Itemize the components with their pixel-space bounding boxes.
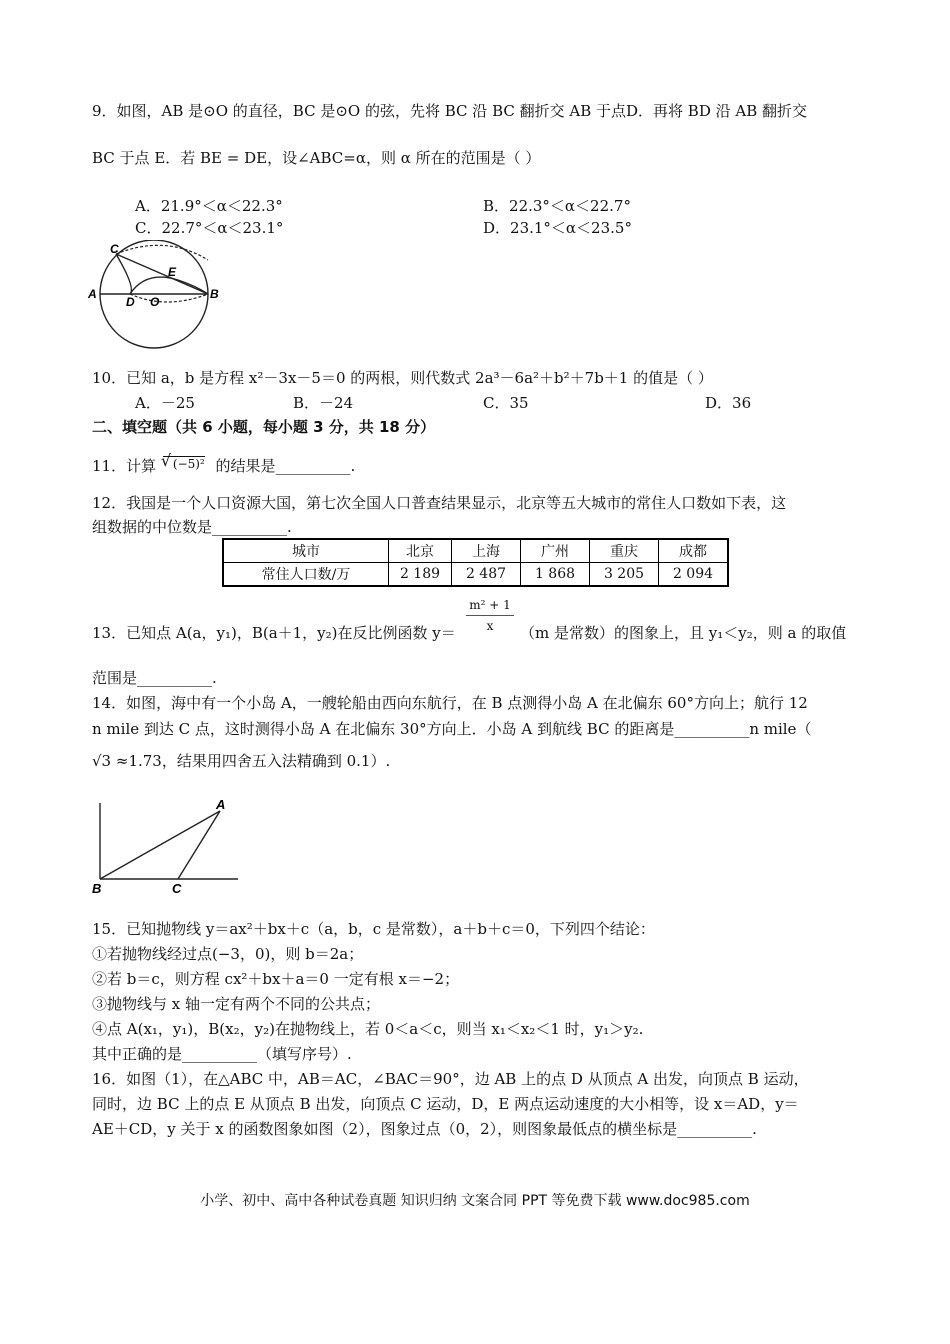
q10-option-c: C．35 — [483, 394, 529, 412]
table-header-cell: 重庆 — [590, 539, 659, 563]
q14-label-a: A — [216, 797, 226, 812]
table-row — [223, 539, 728, 563]
table-header-cell: 成都 — [659, 539, 729, 563]
q12-line2: 组数据的中位数是__________. — [92, 518, 292, 536]
q9-label-c: C — [110, 242, 119, 256]
q11-prefix: 11．计算 — [92, 457, 157, 475]
section-2-heading: 二、填空题（共 6 小题，每小题 3 分，共 18 分） — [92, 418, 436, 436]
table-header-cell: 城市 — [223, 539, 389, 563]
q9-option-c: C．22.7°＜α＜23.1° — [135, 219, 284, 237]
q16-line2: 同时，边 BC 上的点 E 从顶点 B 出发，向顶点 C 运动，D，E 两点运动速度的大小相等，设 x＝AD，y＝ — [92, 1095, 799, 1113]
q15-line2: ①若抛物线经过点(−3，0)，则 b＝2a； — [92, 945, 364, 963]
q9-label-e: E — [168, 265, 177, 279]
q13-numerator: m² + 1 — [469, 598, 511, 612]
q14-line2: n mile 到达 C 点，这时测得小岛 A 在北偏东 30°方向上．小岛 A 到航线 BC 的距离是__________n mile（ — [92, 720, 812, 738]
q9-label-d: D — [126, 295, 135, 309]
q13-line2: 范围是__________. — [92, 669, 217, 687]
q9-option-d: D．23.1°＜α＜23.5° — [483, 219, 632, 237]
q14-label-c: C — [172, 881, 182, 895]
q13-line1a: 13．已知点 A(a，y₁)，B(a＋1，y₂)在反比例函数 y＝ — [92, 624, 456, 642]
q9-circle-figure — [86, 240, 226, 350]
table-header-cell: 北京 — [389, 539, 452, 563]
q13-denominator: x — [486, 619, 494, 633]
q13-line1b: （m 是常数）的图象上，且 y₁＜y₂，则 a 的取值 — [520, 624, 847, 642]
q10-text: 10．已知 a，b 是方程 x²－3x－5＝0 的两根，则代数式 2a³－6a²＋b²＋7b＋1 的值是（ ） — [92, 369, 713, 387]
q11-text — [92, 451, 356, 477]
q13-fraction — [466, 597, 514, 634]
table-header-cell: 上海 — [452, 539, 521, 563]
table-cell: 3 205 — [590, 563, 659, 587]
population-table — [222, 538, 729, 587]
page-footer: 小学、初中、高中各种试卷真题 知识归纳 文案合同 PPT 等免费下载 www.doc985.com — [200, 1193, 750, 1209]
q14-triangle-figure — [88, 795, 248, 895]
table-cell: 2 094 — [659, 563, 729, 587]
q11-suffix: 的结果是__________. — [215, 457, 356, 475]
q9-label-a: A — [88, 287, 97, 301]
table-cell: 1 868 — [521, 563, 590, 587]
q14-line1: 14．如图，海中有一个小岛 A，一艘轮船由西向东航行，在 B 点测得小岛 A 在北偏东 60°方向上；航行 12 — [92, 694, 808, 712]
table-header-cell: 广州 — [521, 539, 590, 563]
q11-radical — [160, 451, 205, 471]
q10-option-b: B．－24 — [293, 394, 354, 412]
q15-line4: ③抛物线与 x 轴一定有两个不同的公共点； — [92, 995, 380, 1013]
q10-option-d: D．36 — [705, 394, 752, 412]
q15-line1: 15．已知抛物线 y＝ax²＋bx＋c（a，b，c 是常数），a＋b＋c＝0，下列四个结论： — [92, 920, 655, 938]
table-cell: 2 487 — [452, 563, 521, 587]
q16-line3: AE＋CD，y 关于 x 的函数图象如图（2），图象过点（0，2），则图象最低点的横坐标是__________. — [92, 1120, 757, 1138]
q9-line1: 9．如图，AB 是⊙O 的直径，BC 是⊙O 的弦，先将 BC 沿 BC 翻折交 AB 于点D．再将 BD 沿 AB 翻折交 — [92, 102, 808, 120]
q9-label-o: O — [150, 295, 160, 309]
q14-line3: √3 ≈1.73，结果用四舍五入法精确到 0.1）. — [92, 752, 391, 770]
q9-line2: BC 于点 E．若 BE = DE，设∠ABC=α，则 α 所在的范围是（ ） — [92, 149, 541, 167]
sqrt-icon: √ — [160, 451, 172, 470]
q16-line1: 16．如图（1），在△ABC 中，AB＝AC，∠BAC＝90°，边 AB 上的点 D 从顶点 A 出发，向顶点 B 运动， — [92, 1070, 809, 1088]
q9-label-b: B — [210, 287, 219, 301]
q12-line1: 12．我国是一个人口资源大国，第七次全国人口普查结果显示，北京等五大城市的常住人口数如下表，这 — [92, 494, 787, 512]
q9-option-a: A．21.9°＜α＜22.3° — [135, 197, 283, 215]
fraction-bar — [466, 615, 514, 616]
table-cell: 常住人口数/万 — [223, 563, 389, 587]
q14-label-b: B — [92, 881, 102, 895]
q10-option-a: A．－25 — [135, 394, 195, 412]
q11-radicand: (−5)² — [172, 457, 205, 471]
q15-line5: ④点 A(x₁，y₁)，B(x₂，y₂)在抛物线上，若 0＜a＜c，则当 x₁＜x₂＜1 时，y₁＞y₂. — [92, 1020, 644, 1038]
q9-option-b: B．22.3°＜α＜22.7° — [483, 197, 631, 215]
table-cell: 2 189 — [389, 563, 452, 587]
q15-line6: 其中正确的是__________（填写序号）. — [92, 1045, 352, 1063]
table-row — [223, 563, 728, 587]
q15-line3: ②若 b＝c，则方程 cx²＋bx＋a＝0 一定有根 x＝−2； — [92, 970, 460, 988]
